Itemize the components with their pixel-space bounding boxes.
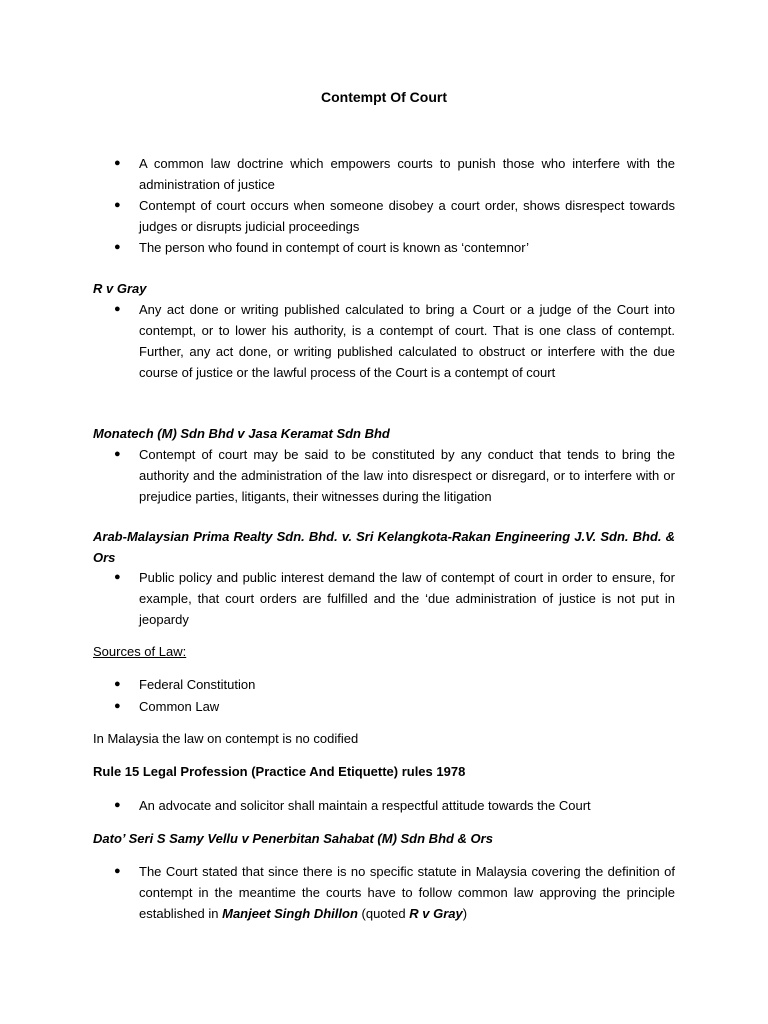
case-heading-monatech: Monatech (M) Sdn Bhd v Jasa Keramat Sdn Bhd — [93, 426, 390, 441]
list-item-text-mid: (quoted — [357, 906, 410, 921]
list-item — [93, 153, 675, 195]
case-citation-manjeet: Manjeet Singh Dhillon — [222, 906, 358, 921]
list-item — [93, 444, 675, 507]
list-item-text: A common law doctrine which empowers courts to punish those who interfere with the administration of justice — [139, 156, 675, 192]
bullet-icon: ● — [114, 448, 121, 460]
case-r-v-gray-bullets — [93, 299, 675, 383]
list-item-text: Common Law — [139, 699, 220, 714]
page-title: Contempt Of Court — [321, 89, 447, 105]
case-citation-r-v-gray: R v Gray — [409, 906, 463, 921]
list-item-text: The Court stated that since there is no specific statute in Malaysia covering the definition of contempt in the meantime the courts have to follow common law approving the principle established in — [139, 864, 675, 921]
list-item-text: The person who found in contempt of court is known as ‘contemnor’ — [139, 240, 529, 255]
list-item-text: Any act done or writing published calculated to bring a Court or a judge of the Court into contempt, or to lower his authority, is a contempt of court. That is one class of contempt. Further, any act done, or writing published calculated to obstruct or interfere with the due course of justice or the lawful process of the Court is a contempt of court — [139, 302, 675, 380]
list-item-text: An advocate and solicitor shall maintain a respectful attitude towards the Court — [139, 798, 591, 813]
list-item — [93, 567, 675, 630]
sources-list — [93, 674, 675, 717]
list-item — [93, 696, 675, 717]
case-samy-vellu-bullets — [93, 861, 675, 924]
bullet-icon: ● — [114, 303, 121, 315]
sources-heading: Sources of Law: — [93, 644, 187, 659]
bullet-icon: ● — [114, 865, 121, 877]
list-item-text-end: ) — [462, 906, 468, 921]
case-arab-malaysian-bullets — [93, 567, 675, 630]
bullet-icon: ● — [114, 571, 121, 583]
list-item — [93, 237, 675, 258]
list-item — [93, 795, 675, 816]
bullet-icon: ● — [114, 241, 121, 253]
list-item-text: Public policy and public interest demand the law of contempt of court in order to ensure, for example, that court orders are fulfilled and the ‘due administration of justice is not put in jeopardy — [139, 570, 675, 627]
rule15-bullets — [93, 795, 675, 816]
case-heading-arab-malaysian: Arab-Malaysian Prima Realty Sdn. Bhd. v. Sri Kelangkota-Rakan Engineering J.V. Sdn. Bhd. & Ors — [93, 529, 675, 565]
case-heading-samy-vellu: Dato’ Seri S Samy Vellu v Penerbitan Sahabat (M) Sdn Bhd & Ors — [93, 831, 493, 846]
bullet-icon: ● — [114, 799, 121, 811]
bullet-icon: ● — [114, 678, 121, 690]
list-item-text: Contempt of court occurs when someone disobey a court order, shows disrespect towards judges or disrupts judicial proceedings — [139, 198, 675, 234]
case-monatech-bullets — [93, 444, 675, 507]
case-heading-r-v-gray: R v Gray — [93, 281, 147, 296]
malaysia-note: In Malaysia the law on contempt is no codified — [93, 731, 359, 746]
rule15-heading: Rule 15 Legal Profession (Practice And Etiquette) rules 1978 — [93, 764, 466, 779]
bullet-icon: ● — [114, 199, 121, 211]
intro-bullet-list — [93, 153, 675, 258]
bullet-icon: ● — [114, 700, 121, 712]
list-item-text: Federal Constitution — [139, 677, 256, 692]
bullet-icon: ● — [114, 157, 121, 169]
list-item — [93, 861, 675, 924]
list-item-text: Contempt of court may be said to be constituted by any conduct that tends to bring the authority and the administration of the law into disrespect or disregard, or to interfere with or prejudice parties, litigants, their witnesses during the litigation — [139, 447, 675, 504]
list-item — [93, 674, 675, 695]
list-item — [93, 195, 675, 237]
list-item — [93, 299, 675, 383]
